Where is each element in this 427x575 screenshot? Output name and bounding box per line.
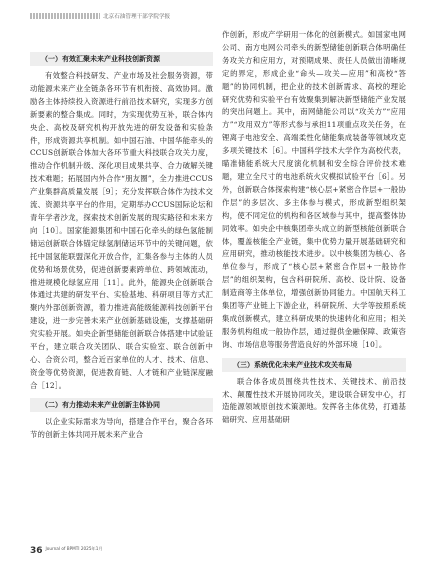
footer-journal: Journal of BPMTI 2025年1月 [45, 546, 103, 551]
section-heading-3: （三）系统优化未来产业技术攻关布局 [222, 358, 406, 372]
section-heading-2: （二）有力推动未来产业创新主体协同 [30, 398, 213, 412]
body-paragraph: 以企业实际需求为导向，搭建合作平台，聚合各环节的创新主体共同开展未来产业合 [30, 416, 213, 439]
journal-title: 北京石油管理干部学院学报 [103, 14, 171, 20]
page-footer [30, 546, 103, 556]
left-column [30, 52, 213, 441]
right-column [222, 29, 406, 427]
page-number: 36 [30, 546, 43, 556]
body-paragraph: 作创新，形成产学研用一体化的创新模式。如国家电网公司、南方电网公司牵头的新型储能创新联合体明确任务攻关方和应用方，对预期成果、责任人员做出清晰规定的界定，形成企业“命头—攻关—应用”和高校“答题”的协同机制，把企业的技术创新需求、高校的理论研究优势和实验平台有效聚集到解决新型储能产业发展的突出问题上。其中，南网储能公司以“攻关方”“应用方”“攻用双方”等形式参与承担11项重点攻关任务，在锂离子电池安全、高端柔性化储能集成装备等领域攻克多项关键技术［6］。中国科学技术大学作为高校代表，瞄准储能系统大尺度演化机制和安全综合评价技术难题，建立全尺寸的电池系统火灾模拟试验平台［6］。另外，创新联合体探索构建“核心层+紧密合作层+一般协作层”的多层次、多主体参与模式，形成新型组织架构，使不同定位的机构和各区域参与其中，提高整体协同效率。如央企中核集团牵头成立的新型核能创新联合体，覆盖核能全产业链，集中优势力量开展基础研究和应用研究，推动核能技术进步。以中核集团为核心、各单位参与，形成了“核心层+紧密合作层+一般协作层”的组织架构，包含科研院所、高校、设计院、设备制造商等主体单位，增强创新协同能力。中国航天科工集团等产业链上下游企业，科研院所、大学等按照系统集成创新模式，建立科研成果的快速转化和应用；相关服务机构组成一般协作层，通过提供金融保障、政策咨询、市场信息等服务营造良好的外部环境［10］。 [222, 30, 406, 349]
running-header [30, 11, 170, 21]
section-heading-1: （一）有效汇聚未来产业科技创新资源 [30, 52, 213, 66]
body-paragraph: 有效整合科技研发、产业市场及社会服务资源，带动能源未来产业全链条各环节有机衔接、高效协同。激励各主体持续投入资源进行前沿技术研究，实现多方创新要素的整合集成。同时，为实现优势互补，联合体内央企、高校及研究机构开放先进的研发设备和实验条件，形成资源共享机制。如中国石油、中国华能牵头的CCUS创新联合体加大各环节重大科技联合攻关力度，推动合作机制升级、深化项目成果共享、合力破解关键技术难题；拓展国内外合作“朋友圈”，全力推进CCUS产业集群高质量发展［9］；充分发挥联合体作为技术交流、资源共享平台的作用，定期举办CCUS国际论坛和青年学者沙龙，探索技术创新发展的现实路径和未来方向［10］。国家能源集团和中国石化牵头的绿色氢能制储运创新联合体锚定绿氢制储运环节中的关键问题，依托中国氢能联盟深化开放合作，汇集各参与主体的人员优势和场景优势，促进创新要素跨单位、跨领域流动，推进规模化绿氢应用［11］。此外，能源央企创新联合体通过共建的研发平台、实验基地、科研项目等方式汇聚内外部创新资源，着力推进高能级能源科技创新平台建设，进一步完善未来产业创新基础设施，支撑基础研究实验开展。如央企新型储能创新联合体搭建中试验证平台，建立联合攻关团队、联合实验室、联合创新中心、合资公司，整合近百家单位的人才、技术、信息、资金等优势资源，促进教育链、人才链和产业链深度融合［12］。 [30, 71, 213, 390]
body-paragraph: 联合体各成员围绕共性技术、关键技术、前沿技术、颠覆性技术开展协同攻关，建设联合研发中心，打造能源领域原创技术策源地。发挥各主体优势，打通基础研究、应用基础研 [222, 376, 406, 425]
header-decorative-bar [30, 13, 100, 19]
